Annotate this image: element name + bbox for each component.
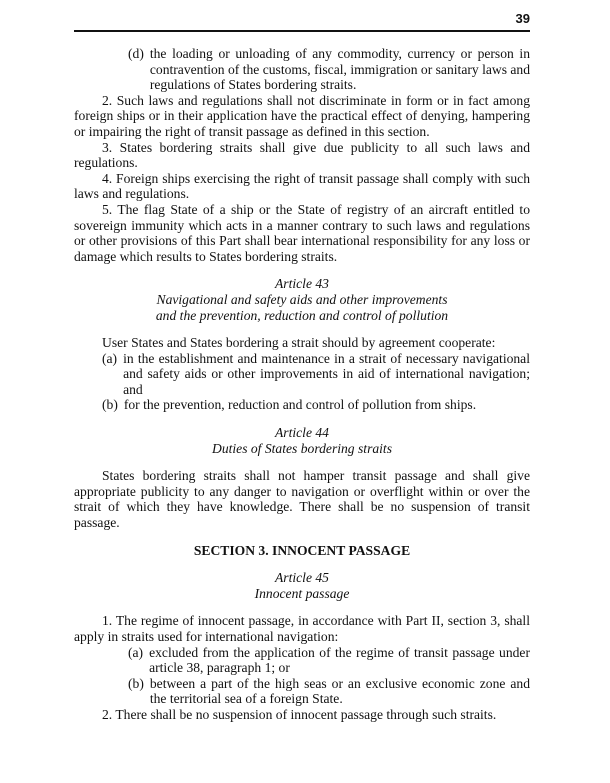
list-label: (b) [128,675,144,691]
list-label: (b) [102,397,118,413]
article-43-title-line-2: and the prevention, reduction and control of pollution [155,307,449,323]
section-3-heading: SECTION 3. INNOCENT PASSAGE [193,542,411,558]
article-44-title: Duties of States bordering straits [212,440,392,456]
article-45-item-a [74,645,530,676]
list-text: for the prevention, reduction and control of pollution from ships. [123,397,477,413]
article-43-intro: User States and States bordering a strait should by agreement cooperate: [102,335,496,351]
article-44-number: Article 44 [275,425,329,441]
article-43-title-line-1: Navigational and safety aids and other improvements [156,291,448,307]
list-text: in the establishment and maintenance in a strait of necessary navigational and safety aids or other improvements in aid of international navigation; and [123,350,530,397]
paragraph-5: 5. The flag State of a ship or the State of registry of an aircraft entitled to sovereign immunity which acts in a manner contrary to such laws and regulations or other provisions of this Part shall bear international responsibility for any loss or damage which results to States bordering straits. [74,201,530,264]
article-44-text: States bordering straits shall not hamper transit passage and shall give appropriate publicity to any danger to navigation or overflight within or over the strait of which they have knowledge. There shall be no suspension of transit passage. [74,468,530,531]
article-45-paragraph-1: 1. The regime of innocent passage, in accordance with Part II, section 3, shall apply in straits used for international navigation: [74,613,530,644]
page-number: 39 [515,11,530,26]
paragraph-2: 2. Such laws and regulations shall not discriminate in form or in fact among foreign ships or in their application have the practical effect of denying, hampering or impairing the right of transit passage as defined in this section. [74,92,530,139]
article-45-number: Article 45 [275,570,329,586]
document-body [74,46,530,723]
list-text: between a part of the high seas or an exclusive economic zone and the territorial sea of a foreign State. [149,675,530,707]
list-label: (d) [128,46,144,61]
article-45-title: Innocent passage [254,585,350,601]
list-item-d [74,46,530,93]
list-label: (a) [128,644,144,660]
article-45-paragraph-2: 2. There shall be no suspension of innocent passage through such straits. [102,706,497,722]
list-text: the loading or unloading of any commodity, currency or person in contravention of the customs, fiscal, immigration or sanitary laws and regulations of States bordering straits. [149,46,531,93]
list-text: excluded from the application of the regime of transit passage under article 38, paragraph 1; or [149,644,530,676]
article-43-item-b [74,397,530,413]
list-label: (a) [102,350,118,366]
article-45-item-b [74,676,530,707]
header-rule [74,30,530,32]
article-43-item-a [74,351,530,398]
paragraph-3: 3. States bordering straits shall give due publicity to all such laws and regulations. [74,139,530,171]
paragraph-4: 4. Foreign ships exercising the right of transit passage shall comply with such laws and regulations. [74,170,530,202]
article-43-number: Article 43 [275,276,329,292]
